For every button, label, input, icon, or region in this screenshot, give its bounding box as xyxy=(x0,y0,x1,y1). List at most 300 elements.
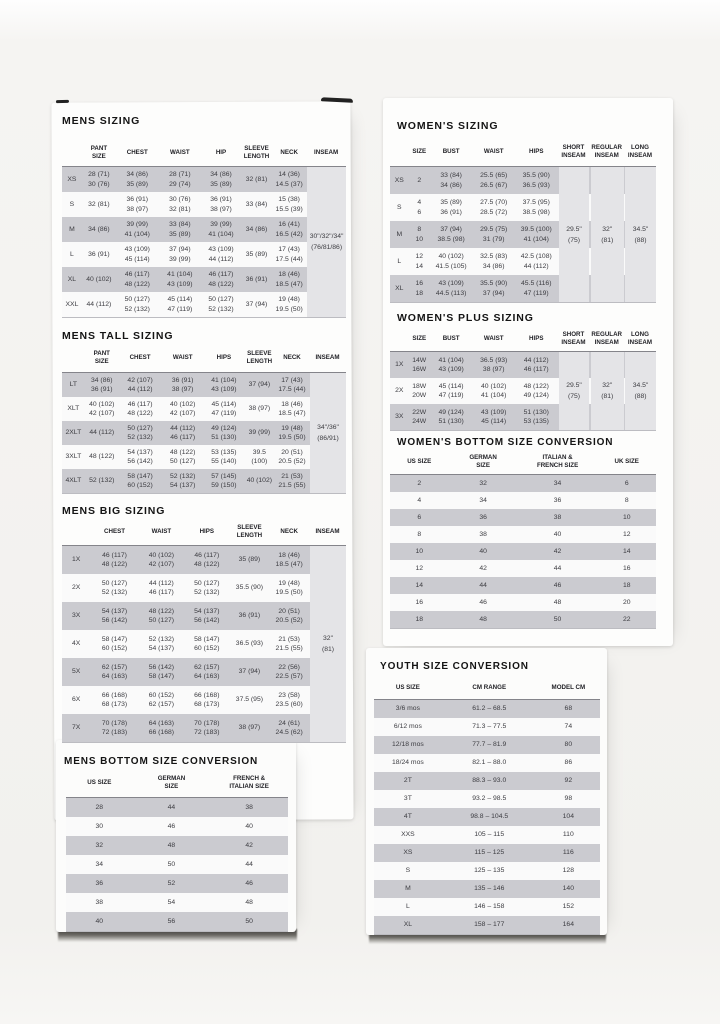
table-cell: 33 (84) xyxy=(245,200,268,208)
column-header: PANT SIZE xyxy=(93,350,110,365)
table-cell: 38 xyxy=(479,530,487,538)
table-cell: 6 xyxy=(417,513,422,521)
table-cell: 35 (89) 36 (91) xyxy=(440,199,462,216)
table-cell: 1X xyxy=(395,361,404,369)
box-edge-mark-left xyxy=(56,100,69,103)
table-cell: 48 (122) xyxy=(89,453,115,461)
column-header: CHEST xyxy=(126,148,148,156)
table-row xyxy=(390,526,656,543)
table-cell: 18 xyxy=(622,581,631,589)
column-header: PANT SIZE xyxy=(90,144,108,160)
table-cell: 58 (147) 60 (152) xyxy=(127,472,153,489)
table-cell: 30 xyxy=(95,822,104,830)
table-cell: 40 xyxy=(95,917,104,925)
table-header-row xyxy=(62,519,346,545)
table-cell: 82.1 – 88.0 xyxy=(472,759,507,767)
table-cell: 48 (122) 49 (124) xyxy=(523,382,549,399)
table-cell: 34 (86) 35 (89) xyxy=(126,171,149,188)
table-cell: 46 xyxy=(167,822,176,830)
merged-inseam-text: 32" (81) xyxy=(601,382,614,400)
table-header-row xyxy=(390,327,656,351)
table-row xyxy=(62,267,346,292)
table-row xyxy=(62,421,346,445)
table-cell: L xyxy=(70,250,74,258)
table-cell: 19 (48) 19.5 (50) xyxy=(278,424,306,441)
table-cell: 98.8 – 104.5 xyxy=(470,813,509,821)
womens-sizing-table xyxy=(390,138,656,303)
table-cell: 45 (114) 47 (119) xyxy=(167,296,193,313)
column-header: INSEAM xyxy=(315,354,340,361)
table-cell: 18 xyxy=(415,615,424,623)
table-cell: 28 (71) 29 (74) xyxy=(169,171,191,188)
table-cell: 36 (91) 38 (97) xyxy=(171,376,194,393)
table-cell: 48 (122) 50 (127) xyxy=(170,448,196,465)
column-header: CHEST xyxy=(104,528,126,535)
table-cell: 44 (112) 46 (117) xyxy=(170,424,196,441)
table-row xyxy=(66,874,288,893)
table-cell: 52 xyxy=(167,879,176,887)
table-header-row xyxy=(390,450,656,474)
column-header: SLEEVE LENGTH xyxy=(236,524,263,539)
table-header-row xyxy=(62,344,346,372)
table-cell: 36.5 (93) xyxy=(235,640,264,648)
table-row xyxy=(374,844,600,862)
table-row xyxy=(62,373,346,397)
mens-tall-sizing-table xyxy=(62,344,346,494)
table-cell: 110 xyxy=(562,831,574,839)
column-header: LONG INSEAM xyxy=(627,144,652,159)
table-row xyxy=(374,808,600,826)
column-header: WAIST xyxy=(151,528,172,535)
merged-inseam-text: 34.5" (88) xyxy=(632,382,649,400)
table-cell: 36 (91) 38 (97) xyxy=(210,196,232,213)
table-cell: XL xyxy=(67,275,77,283)
table-cell: 40 xyxy=(479,547,487,555)
mens-bottom-conversion-table xyxy=(66,769,288,932)
table-cell: 43 (109) 44.5 (113) xyxy=(435,280,467,297)
table-row xyxy=(374,898,600,916)
table-cell: 50 (127) 52 (132) xyxy=(127,424,153,441)
table-cell: 7X xyxy=(72,724,81,732)
merged-inseam-cell xyxy=(310,373,346,493)
column-header: SHORT INSEAM xyxy=(561,331,586,346)
table-body xyxy=(390,351,656,431)
table-cell: 40 (102) 41.5 (105) xyxy=(435,253,467,270)
table-cell: 125 – 135 xyxy=(474,867,505,875)
merged-inseam-cell xyxy=(625,352,656,430)
table-cell: 64 (163) 66 (168) xyxy=(148,719,175,736)
youth-conversion-title: YOUTH SIZE CONVERSION xyxy=(380,661,529,672)
table-cell: S xyxy=(69,200,75,208)
column-header: BUST xyxy=(442,148,460,155)
table-cell: 77.7 – 81.9 xyxy=(472,741,507,749)
column-header: SHORT INSEAM xyxy=(561,144,586,159)
womens-sizing-title: WOMEN'S SIZING xyxy=(397,120,499,132)
table-cell: 27.5 (70) 28.5 (72) xyxy=(480,199,508,216)
merged-inseam-text: 34"/36" (86/91) xyxy=(317,424,339,442)
table-row xyxy=(62,686,346,714)
table-cell: 6X xyxy=(72,696,81,704)
column-header: INSEAM xyxy=(314,148,339,156)
table-cell: 37 (94) xyxy=(245,300,268,308)
merged-inseam-text: 30"/32"/34" (76/81/86) xyxy=(309,233,344,251)
table-cell: 38 (97) xyxy=(248,405,271,413)
table-cell: 39.5 (100) 41 (104) xyxy=(520,226,552,243)
table-row xyxy=(62,217,346,242)
table-cell: 8 10 xyxy=(415,226,424,243)
table-cell: L xyxy=(406,903,410,911)
table-cell: 115 – 125 xyxy=(474,849,505,857)
table-cell: 44 (112) xyxy=(86,300,112,308)
table-cell: 46 xyxy=(553,581,562,589)
table-cell: 10 xyxy=(415,547,424,555)
table-cell: 58 (147) 60 (152) xyxy=(101,635,128,652)
table-cell: 43 (109) 45 (114) xyxy=(124,246,150,263)
table-cell: 42 (107) 44 (112) xyxy=(127,376,153,393)
column-header: WAIST xyxy=(483,335,504,342)
mens-tall-sizing-title: MENS TALL SIZING xyxy=(62,330,174,342)
table-cell: 37 (94) 38.5 (98) xyxy=(437,226,465,243)
table-cell: 40 xyxy=(553,530,562,538)
table-cell: 41 (104) 43 (109) xyxy=(167,271,193,288)
table-body xyxy=(390,166,656,303)
table-cell: 34 xyxy=(479,496,487,504)
table-cell: 39 (99) 41 (104) xyxy=(124,221,150,238)
table-row xyxy=(62,469,346,493)
table-cell: 22 (56) 22.5 (57) xyxy=(275,663,303,680)
merged-inseam-cell xyxy=(559,352,590,430)
column-header: CM RANGE xyxy=(472,684,507,691)
table-row xyxy=(390,475,656,492)
column-header: SLEEVE LENGTH xyxy=(246,350,273,365)
table-cell: 36 xyxy=(479,513,487,521)
table-cell: 46 (117) 48 (122) xyxy=(208,271,234,288)
table-row xyxy=(66,836,288,855)
table-row xyxy=(66,912,288,931)
table-cell: 35 (89) xyxy=(245,250,268,258)
table-cell: 66 (168) 68 (173) xyxy=(101,691,128,708)
merged-inseam-cell xyxy=(310,546,346,742)
mens-bottom-conversion-title: MENS BOTTOM SIZE CONVERSION xyxy=(64,756,259,767)
table-body xyxy=(66,797,288,932)
merged-inseam-cell xyxy=(625,167,656,302)
table-cell: 88.3 – 93.0 xyxy=(472,777,507,785)
table-cell: 5X xyxy=(72,668,81,676)
table-cell: 70 (178) 72 (183) xyxy=(101,719,128,736)
table-cell: 46 (117) 48 (122) xyxy=(194,551,220,568)
table-cell: 50 (127) 52 (132) xyxy=(101,579,128,596)
table-cell: 44 xyxy=(245,860,253,868)
table-cell: 8 xyxy=(624,496,629,504)
table-cell: 22 xyxy=(622,615,631,623)
column-header: ITALIAN & FRENCH SIZE xyxy=(536,454,579,469)
table-cell: 48 xyxy=(553,598,562,606)
table-cell: 37.5 (95) xyxy=(235,696,264,704)
table-row xyxy=(390,492,656,509)
table-cell: 18 (46) 18.5 (47) xyxy=(275,271,303,288)
table-cell: 32 (81) xyxy=(88,200,110,208)
table-cell: 49 (124) 51 (130) xyxy=(438,408,464,425)
table-cell: 18/24 mos xyxy=(392,759,424,767)
table-cell: 44 (112) 46 (117) xyxy=(523,356,549,373)
table-cell: 39 (99) 41 (104) xyxy=(208,221,234,238)
mens-big-sizing-table xyxy=(62,519,346,743)
table-cell: 35.5 (90) 36.5 (93) xyxy=(522,172,550,189)
table-cell: 61.2 – 68.5 xyxy=(472,705,507,713)
table-row xyxy=(62,167,346,192)
table-cell: LT xyxy=(69,381,78,389)
table-cell: 34 (86) 35 (89) xyxy=(210,171,232,188)
table-cell: 48 xyxy=(245,898,253,906)
column-header: NECK xyxy=(283,354,301,361)
table-cell: 12 xyxy=(622,530,631,538)
table-cell: 17 (43) 17.5 (44) xyxy=(275,246,303,263)
table-row xyxy=(62,445,346,469)
table-cell: 28 (71) 30 (76) xyxy=(88,171,110,188)
table-cell: 33 (84) 35 (89) xyxy=(169,221,191,238)
table-cell: 20 (51) 20.5 (52) xyxy=(278,448,306,465)
table-cell: 24 (61) 24.5 (62) xyxy=(275,719,303,736)
table-cell: 35 (89) xyxy=(238,556,261,564)
table-cell: 44 (112) xyxy=(89,429,115,437)
column-header: WAIST xyxy=(170,148,190,156)
table-cell: 14 (36) 14.5 (37) xyxy=(275,171,303,188)
table-cell: S xyxy=(405,867,411,875)
table-cell: 28 xyxy=(95,803,104,811)
table-cell: 16 xyxy=(622,564,631,572)
table-cell: 8 xyxy=(417,530,422,538)
table-row xyxy=(374,826,600,844)
table-cell: 6 xyxy=(624,479,629,487)
table-body xyxy=(62,166,346,318)
table-cell: 19 (48) 19.5 (50) xyxy=(275,579,303,596)
table-cell: M xyxy=(69,225,75,233)
table-cell: 33 (84) 34 (86) xyxy=(440,172,462,189)
table-cell: 20 (51) 20.5 (52) xyxy=(275,607,303,624)
table-header-row xyxy=(66,769,288,797)
column-header: HIPS xyxy=(199,528,215,535)
table-cell: 12/18 mos xyxy=(392,741,424,749)
table-row xyxy=(62,192,346,217)
column-header: US SIZE xyxy=(395,684,420,691)
column-header: MODEL CM xyxy=(551,684,586,691)
table-cell: 104 xyxy=(562,813,574,821)
table-row xyxy=(374,790,600,808)
table-cell: 42.5 (108) 44 (112) xyxy=(520,253,552,270)
column-header: SIZE xyxy=(412,335,427,342)
table-row xyxy=(390,509,656,526)
table-cell: 49 (124) 51 (130) xyxy=(211,424,237,441)
table-cell: 52 (132) xyxy=(89,477,115,485)
merged-inseam-text: 32" (81) xyxy=(321,635,335,653)
table-cell: 20 xyxy=(622,598,631,606)
table-cell: 44 xyxy=(553,564,562,572)
table-cell: 45 (114) 47 (119) xyxy=(438,382,464,399)
table-cell: 2XLT xyxy=(65,429,82,437)
column-header: GERMAN SIZE xyxy=(157,775,186,790)
column-header: BUST xyxy=(442,335,460,342)
table-cell: 164 xyxy=(562,921,574,929)
table-cell: 6/12 mos xyxy=(393,723,422,731)
table-cell: 54 (137) 56 (142) xyxy=(127,448,153,465)
table-cell: 74 xyxy=(564,723,573,731)
column-header: HIP xyxy=(215,148,227,156)
table-cell: 53 (135) 55 (140) xyxy=(211,448,237,465)
table-cell: 4X xyxy=(72,640,81,648)
table-row xyxy=(62,630,346,658)
table-cell: 48 xyxy=(167,841,176,849)
table-cell: 70 (178) 72 (183) xyxy=(194,719,220,736)
table-cell: 40 (102) 42 (107) xyxy=(170,400,196,417)
table-cell: 36 (91) xyxy=(238,612,261,620)
table-cell: 42 xyxy=(245,841,253,849)
table-cell: XL xyxy=(403,921,413,929)
table-row xyxy=(374,736,600,754)
table-row xyxy=(62,397,346,421)
table-row xyxy=(66,855,288,874)
womens-bottom-conversion-title: WOMEN'S BOTTOM SIZE CONVERSION xyxy=(397,437,614,448)
table-cell: 14 xyxy=(622,547,631,555)
merged-inseam-cell xyxy=(591,352,625,430)
table-row xyxy=(390,577,656,594)
table-body xyxy=(62,372,346,494)
column-header: US SIZE xyxy=(87,779,112,786)
table-cell: 40 (102) xyxy=(86,275,112,283)
table-cell: 30 (76) 32 (81) xyxy=(169,196,191,213)
mens-sizing-table xyxy=(62,139,346,318)
table-cell: 38 xyxy=(245,803,253,811)
table-cell: 29.5 (75) 31 (79) xyxy=(480,226,508,243)
table-row xyxy=(374,754,600,772)
womens-plus-sizing-table xyxy=(390,327,656,431)
column-header: WAIST xyxy=(483,148,504,155)
table-cell: S xyxy=(397,203,402,211)
column-header: WAIST xyxy=(172,354,193,361)
table-cell: 23 (58) 23.5 (60) xyxy=(275,691,303,708)
table-cell: 62 (157) 64 (163) xyxy=(194,663,220,680)
merged-inseam-text: 29.5" (75) xyxy=(566,225,582,244)
table-cell: 18W 20W xyxy=(412,382,427,399)
table-cell: 66 (168) 68 (173) xyxy=(194,691,220,708)
table-cell: 44 xyxy=(479,581,487,589)
table-row xyxy=(374,916,600,934)
table-cell: 40 xyxy=(245,822,253,830)
table-cell: 158 – 177 xyxy=(474,921,505,929)
table-cell: 50 (127) 52 (132) xyxy=(124,296,150,313)
table-cell: 52 (132) 54 (137) xyxy=(148,635,175,652)
table-cell: 32 (81) xyxy=(245,175,268,183)
column-header: NECK xyxy=(280,148,298,156)
table-cell: 56 (142) 58 (147) xyxy=(148,663,175,680)
table-cell: 46 xyxy=(479,598,487,606)
table-cell: M xyxy=(405,885,411,893)
table-cell: XS xyxy=(394,176,404,184)
table-cell: 34 (86) xyxy=(245,225,268,233)
table-row xyxy=(374,718,600,736)
merged-inseam-cell xyxy=(559,167,590,302)
table-cell: 60 (152) 62 (157) xyxy=(148,691,175,708)
table-cell: 98 xyxy=(564,795,573,803)
table-cell: 58 (147) 60 (152) xyxy=(194,635,220,652)
table-row xyxy=(62,574,346,602)
table-cell: 16 xyxy=(415,598,424,606)
table-cell: L xyxy=(397,257,402,265)
table-cell: 140 xyxy=(562,885,574,893)
table-header-row xyxy=(374,677,600,699)
table-cell: 50 xyxy=(167,860,176,868)
table-cell: 2 xyxy=(417,479,422,487)
table-row xyxy=(62,546,346,574)
table-cell: 15 (38) 15.5 (39) xyxy=(275,196,303,213)
table-cell: 21 (53) 21.5 (55) xyxy=(275,635,303,652)
table-cell: 71.3 – 77.5 xyxy=(472,723,507,731)
table-row xyxy=(62,602,346,630)
table-cell: 50 xyxy=(245,917,253,925)
table-cell: 54 (137) 56 (142) xyxy=(194,607,220,624)
table-cell: XXL xyxy=(65,300,79,308)
table-cell: 14W 16W xyxy=(412,356,427,373)
table-cell: 146 – 158 xyxy=(474,903,505,911)
mens-big-sizing-title: MENS BIG SIZING xyxy=(62,505,166,517)
table-row xyxy=(66,893,288,912)
table-cell: 42 xyxy=(479,564,487,572)
table-cell: 2T xyxy=(403,777,412,785)
table-cell: 2X xyxy=(72,584,81,592)
table-cell: 14 xyxy=(415,581,424,589)
column-header: HIPS xyxy=(529,148,544,155)
table-cell: 46 (117) 48 (122) xyxy=(124,271,150,288)
table-cell: 50 xyxy=(553,615,562,623)
table-header-row xyxy=(62,139,346,166)
table-cell: 37.5 (95) 38.5 (98) xyxy=(522,199,550,216)
table-cell: 3/6 mos xyxy=(395,705,420,713)
column-header: FRENCH & ITALIAN SIZE xyxy=(229,775,269,790)
table-cell: 3XLT xyxy=(65,453,82,461)
table-row xyxy=(390,611,656,628)
table-cell: 10 xyxy=(622,513,631,521)
table-cell: 62 (157) 64 (163) xyxy=(101,663,128,680)
column-header: CHEST xyxy=(129,354,151,361)
table-cell: 40 (102) 41 (104) xyxy=(481,382,507,399)
merged-inseam-text: 29.5" (75) xyxy=(566,382,582,400)
table-cell: 40 (102) 42 (107) xyxy=(148,551,175,568)
table-cell: 34 xyxy=(553,479,562,487)
table-cell: 68 xyxy=(564,705,573,713)
table-row xyxy=(66,817,288,836)
table-cell: 41 (104) 43 (109) xyxy=(438,356,464,373)
table-cell: 45 (114) 47 (119) xyxy=(211,400,237,417)
table-cell: 12 14 xyxy=(415,253,424,270)
table-cell: 45.5 (116) 47 (119) xyxy=(521,280,552,297)
table-cell: 4T xyxy=(403,813,412,821)
table-cell: 37 (94) 39 (99) xyxy=(169,246,191,263)
column-header: REGULAR INSEAM xyxy=(591,144,622,159)
table-cell: 4 6 xyxy=(417,199,422,216)
column-header: US SIZE xyxy=(407,458,432,465)
table-body xyxy=(374,699,600,935)
table-cell: XS xyxy=(403,849,413,857)
column-header: LONG INSEAM xyxy=(627,331,652,346)
table-cell: 4 xyxy=(417,496,422,504)
table-cell: 46 xyxy=(245,879,253,887)
table-cell: 21 (53) 21.5 (55) xyxy=(278,472,306,489)
table-cell: 44 xyxy=(167,803,176,811)
table-cell: 36 (91) xyxy=(88,250,110,258)
table-cell: 105 – 115 xyxy=(474,831,505,839)
table-cell: 1X xyxy=(72,556,81,564)
table-row xyxy=(66,798,288,817)
merged-inseam-cell xyxy=(307,167,346,317)
